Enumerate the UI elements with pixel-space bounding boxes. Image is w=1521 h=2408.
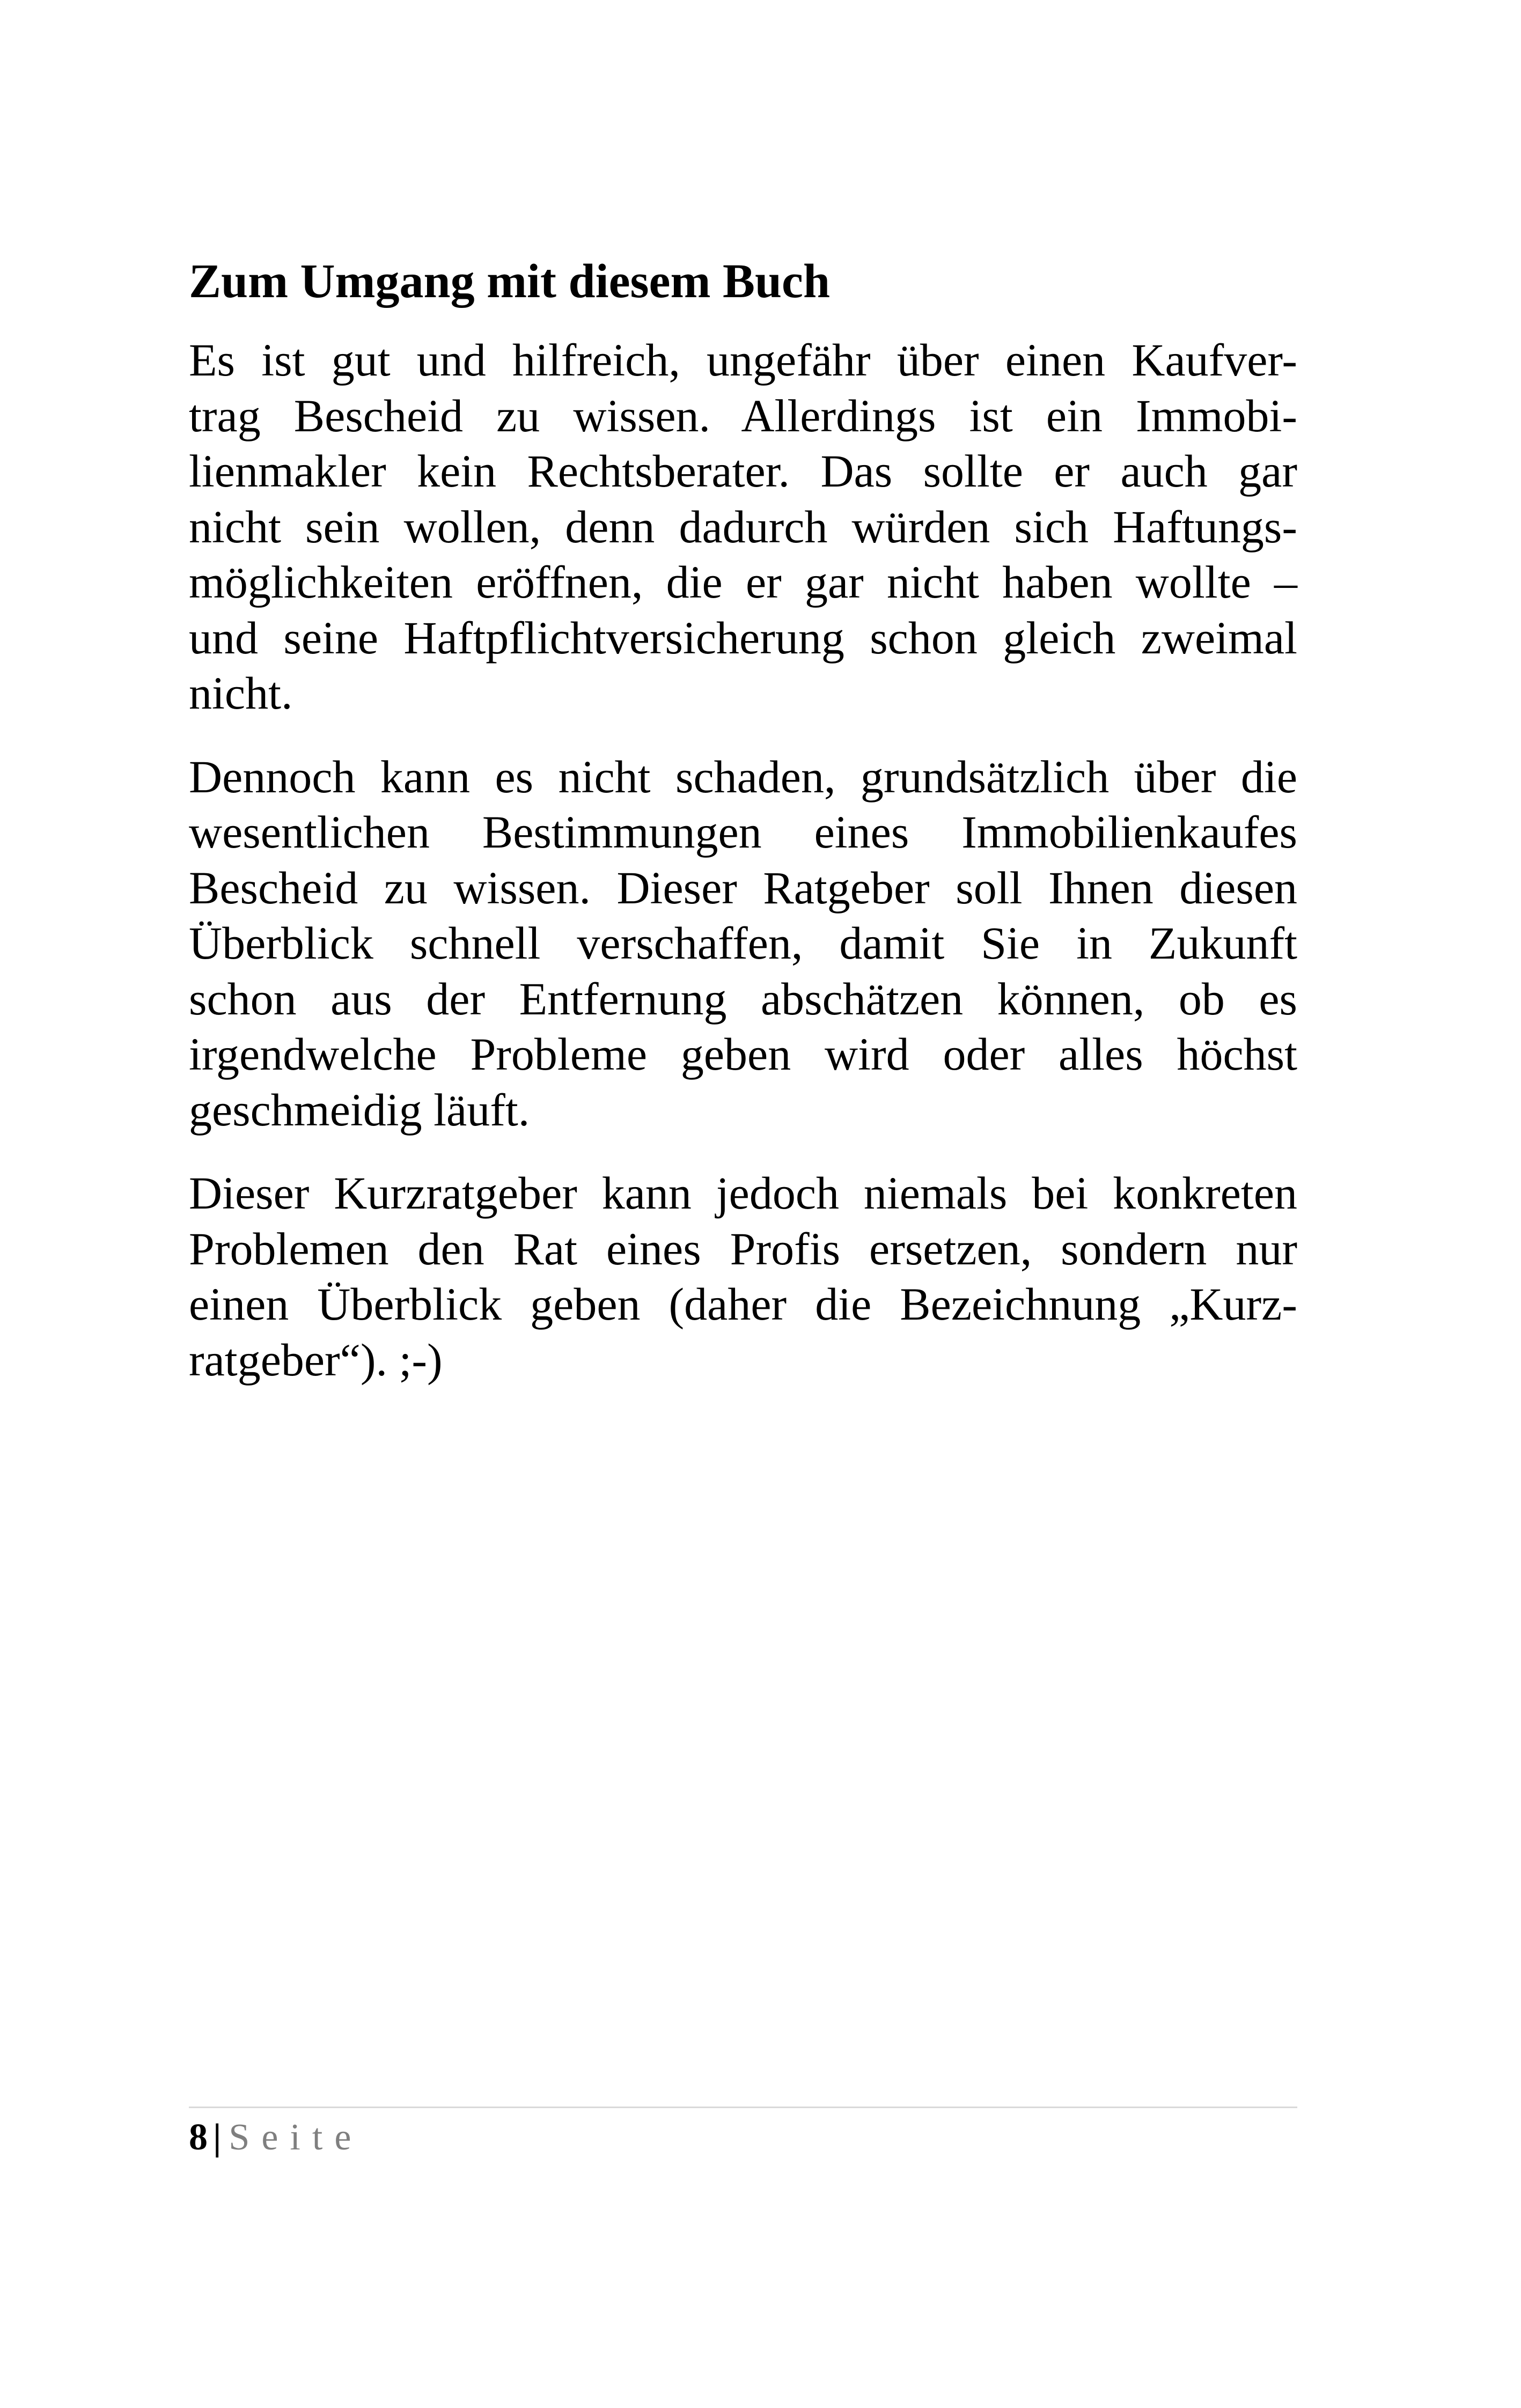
text-line: Es ist gut und hilfreich, ungefähr über einen Kaufver- <box>189 334 1297 386</box>
text-line: einen Überblick geben (daher die Bezeichnung „Kurz- <box>189 1278 1297 1330</box>
text-line: nicht sein wollen, denn dadurch würden sich Haftungs- <box>189 500 1297 553</box>
text-line: trag Bescheid zu wissen. Allerdings ist ein Immobi- <box>189 389 1297 441</box>
page-footer <box>189 2114 363 2162</box>
paragraph-2 <box>189 749 1297 1138</box>
paragraph-3 <box>189 1166 1297 1388</box>
paragraph-1 <box>189 333 1297 721</box>
text-line: Dennoch kann es nicht schaden, grundsätzlich über die <box>189 750 1297 802</box>
text-line: lienmakler kein Rechtsberater. Das sollte er auch gar <box>189 445 1297 497</box>
page-number: 8 <box>189 2117 208 2158</box>
text-line: geschmeidig läuft. <box>189 1084 530 1136</box>
page-content <box>189 252 1297 1416</box>
section-heading: Zum Umgang mit diesem Buch <box>189 255 831 308</box>
text-line: ratgeber“). ;-) <box>189 1334 443 1386</box>
text-line: irgendwelche Probleme geben wird oder alles höchst <box>189 1028 1297 1080</box>
footer-separator: | <box>213 2117 222 2158</box>
text-line: nicht. <box>189 667 293 719</box>
text-line: Bescheid zu wissen. Dieser Ratgeber soll Ihnen diesen <box>189 861 1297 914</box>
text-line: schon aus der Entfernung abschätzen können, ob es <box>189 973 1297 1025</box>
text-line: möglichkeiten eröffnen, die er gar nicht haben wollte – <box>189 556 1297 608</box>
text-line: Überblick schnell verschaffen, damit Sie in Zukunft <box>189 917 1297 969</box>
text-line: Dieser Kurzratgeber kann jedoch niemals bei konkreten <box>189 1167 1297 1219</box>
footer-divider <box>189 2107 1297 2108</box>
page-label: Seite <box>229 2117 363 2158</box>
text-line: wesentlichen Bestimmungen eines Immobilienkaufes <box>189 806 1297 858</box>
text-line: und seine Haftpflichtversicherung schon gleich zweimal <box>189 612 1297 664</box>
text-line: Problemen den Rat eines Profis ersetzen, sondern nur <box>189 1223 1297 1275</box>
